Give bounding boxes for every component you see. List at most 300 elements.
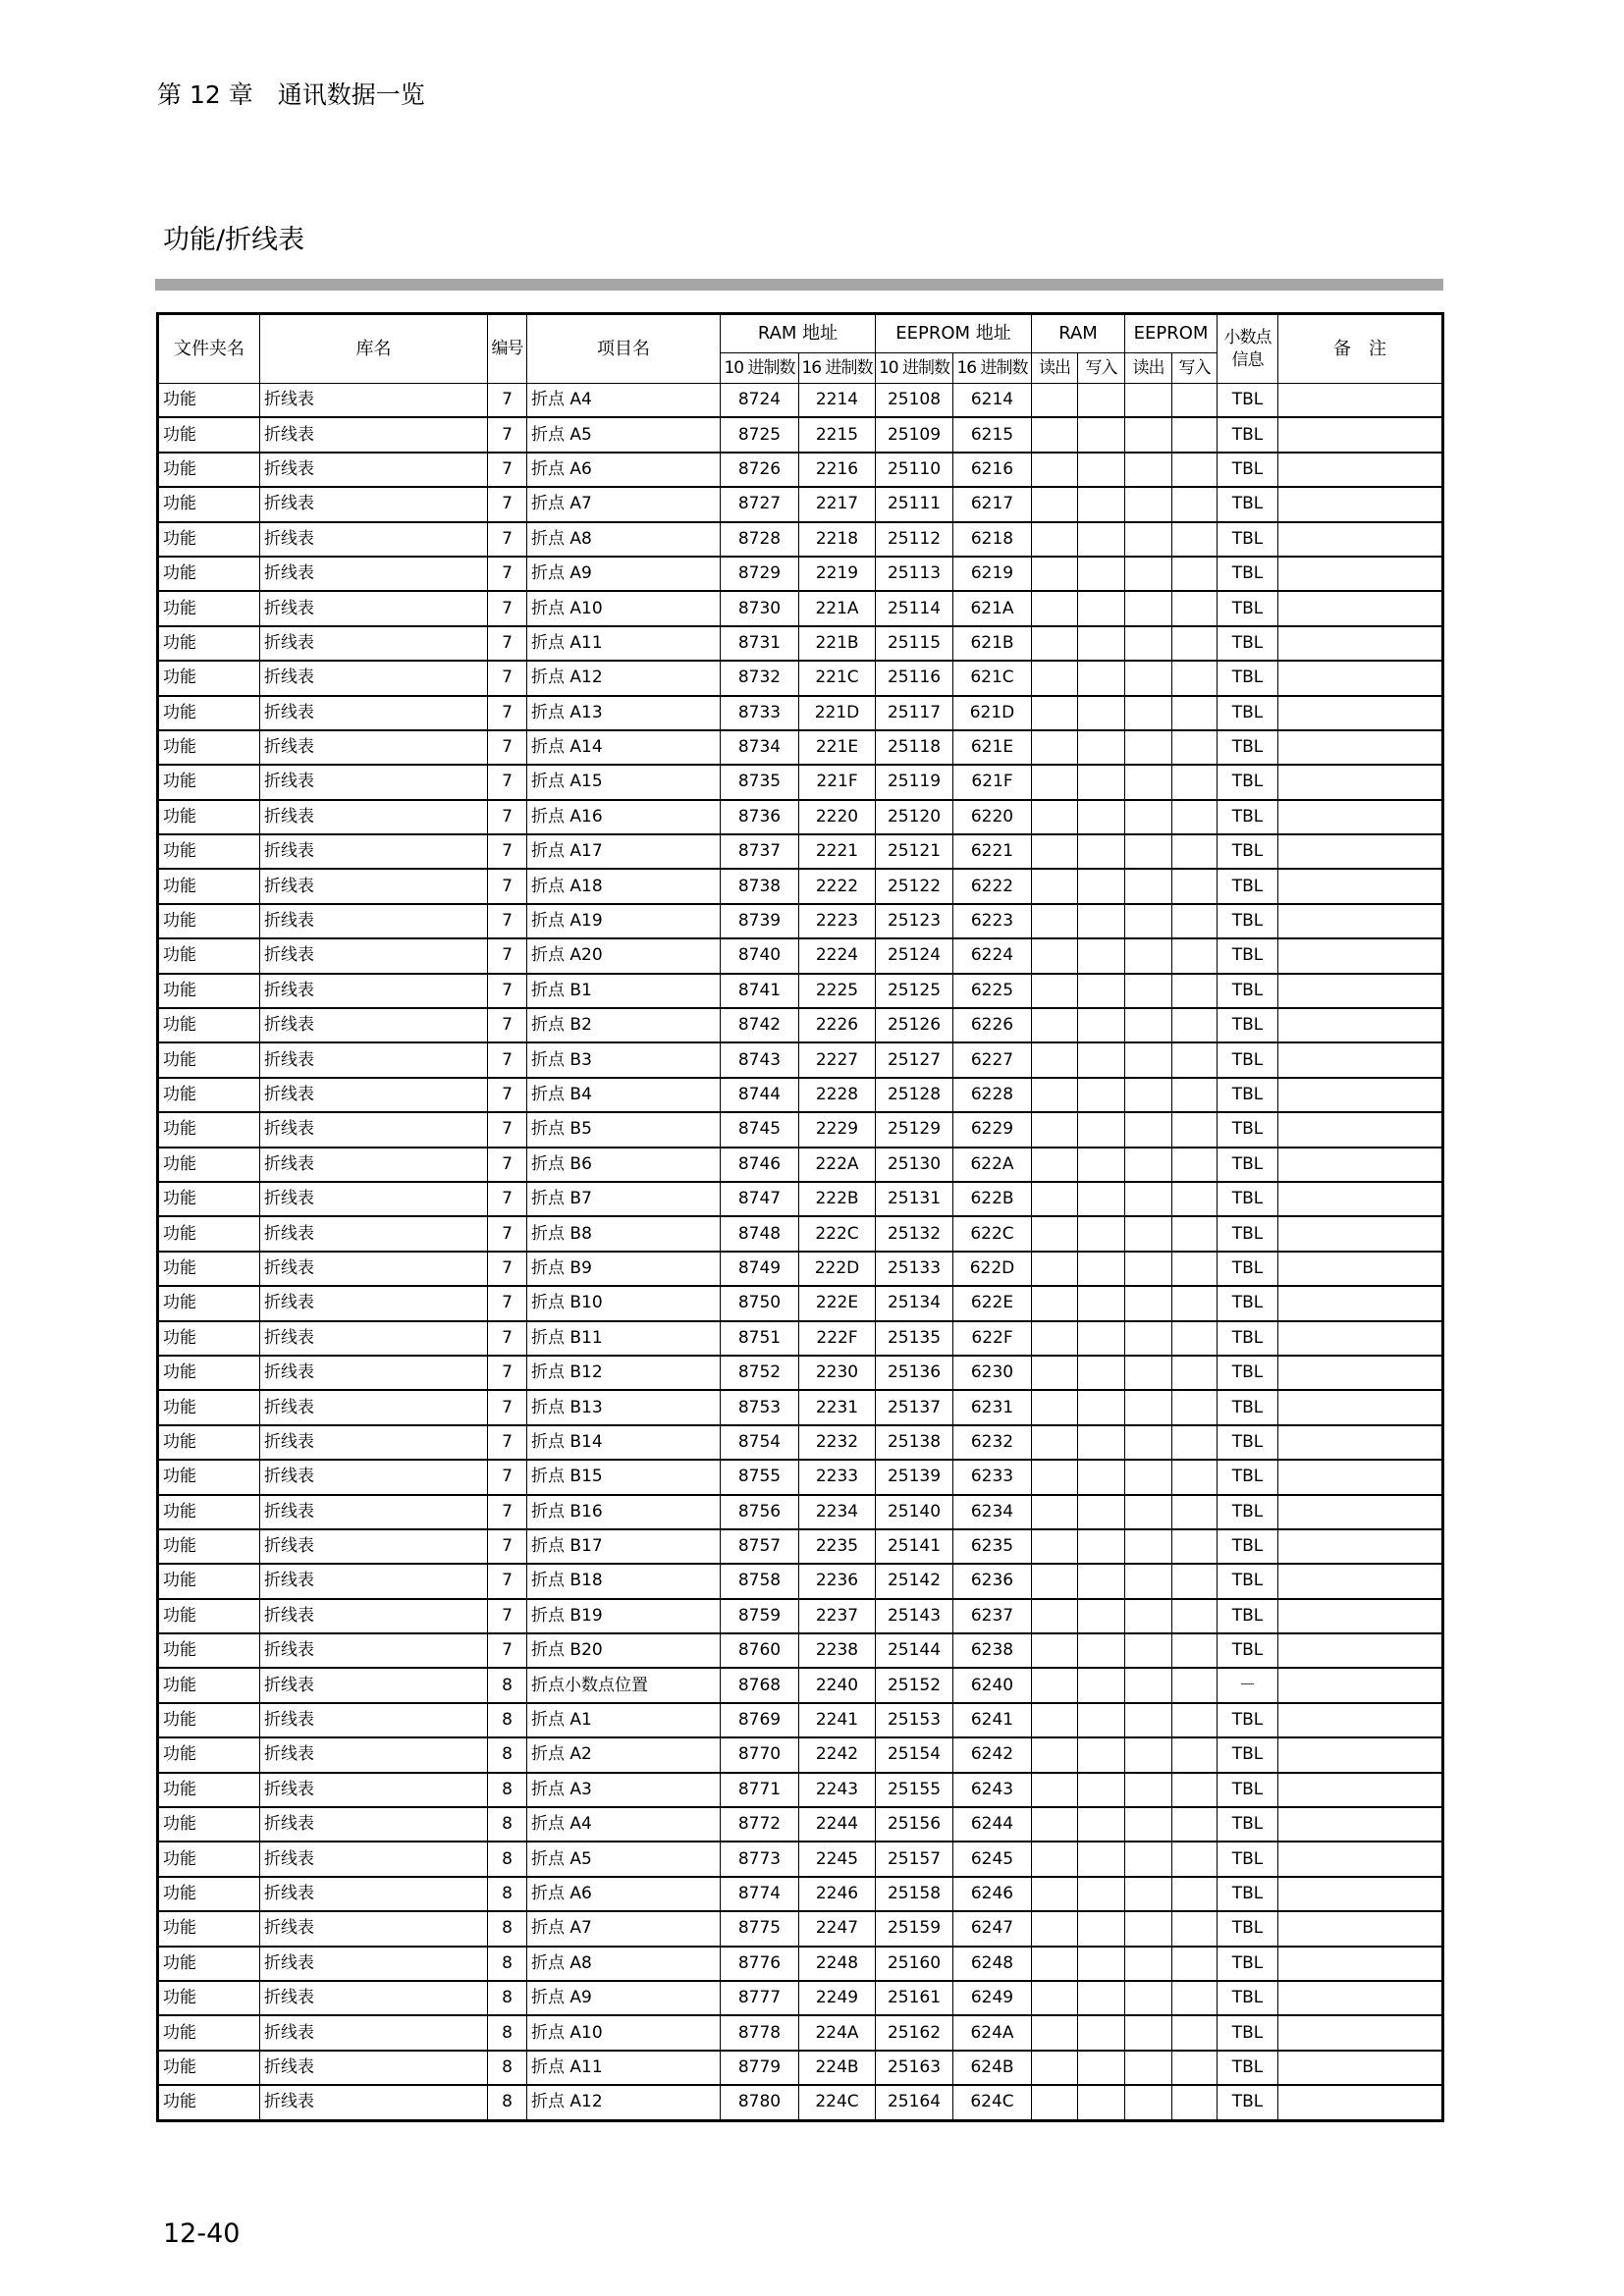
cell-ram-dec: 8732 (721, 661, 799, 695)
cell-ram-read (1032, 1773, 1078, 1807)
cell-ram-write (1078, 1703, 1125, 1737)
cell-eeprom-read (1125, 557, 1172, 591)
cell-ram-write (1078, 904, 1125, 938)
cell-eeprom-dec: 25152 (876, 1668, 953, 1702)
cell-ram-hex: 222A (799, 1148, 876, 1182)
cell-ram-dec: 8775 (721, 1911, 799, 1946)
cell-ram-write (1078, 661, 1125, 695)
cell-number: 8 (488, 1737, 527, 1772)
cell-ram-read (1032, 1008, 1078, 1042)
cell-remarks (1278, 869, 1443, 903)
cell-item: 折点 B6 (527, 1148, 721, 1182)
cell-eeprom-read (1125, 1668, 1172, 1702)
header-ram-hex: 16 进制数 (799, 353, 876, 384)
cell-ram-dec: 8748 (721, 1216, 799, 1251)
cell-decimal-info: TBL (1218, 384, 1278, 418)
cell-remarks (1278, 417, 1443, 452)
cell-ram-hex: 2230 (799, 1356, 876, 1390)
cell-folder: 功能 (158, 1321, 260, 1356)
cell-number: 8 (488, 1668, 527, 1702)
cell-eeprom-write (1172, 800, 1218, 834)
cell-number: 7 (488, 1599, 527, 1633)
section-divider (155, 279, 1443, 291)
cell-library: 折线表 (260, 1633, 488, 1668)
cell-ram-hex: 221D (799, 696, 876, 730)
cell-item: 折点 A13 (527, 696, 721, 730)
header-decimal-info: 小数点信息 (1218, 314, 1278, 384)
cell-eeprom-write (1172, 1773, 1218, 1807)
cell-remarks (1278, 2085, 1443, 2120)
cell-library: 折线表 (260, 661, 488, 695)
table-row (158, 1529, 1443, 1564)
cell-remarks (1278, 1529, 1443, 1564)
cell-library: 折线表 (260, 1042, 488, 1077)
cell-eeprom-hex: 622B (953, 1182, 1032, 1216)
cell-ram-write (1078, 1911, 1125, 1946)
cell-number: 7 (488, 1148, 527, 1182)
cell-number: 7 (488, 904, 527, 938)
cell-eeprom-hex: 6234 (953, 1495, 1032, 1529)
cell-ram-hex: 2243 (799, 1773, 876, 1807)
cell-ram-dec: 8743 (721, 1042, 799, 1077)
cell-eeprom-read (1125, 1807, 1172, 1842)
cell-library: 折线表 (260, 1460, 488, 1494)
cell-remarks (1278, 522, 1443, 557)
cell-item: 折点 B15 (527, 1460, 721, 1494)
cell-ram-dec: 8780 (721, 2085, 799, 2120)
cell-eeprom-hex: 6230 (953, 1356, 1032, 1390)
cell-ram-hex: 2248 (799, 1947, 876, 1981)
cell-library: 折线表 (260, 557, 488, 591)
cell-eeprom-dec: 25110 (876, 453, 953, 487)
cell-library: 折线表 (260, 1390, 488, 1424)
cell-item: 折点 A17 (527, 834, 721, 869)
cell-number: 7 (488, 522, 527, 557)
cell-eeprom-dec: 25140 (876, 1495, 953, 1529)
cell-library: 折线表 (260, 417, 488, 452)
cell-number: 7 (488, 1390, 527, 1424)
cell-ram-read (1032, 2085, 1078, 2120)
cell-eeprom-dec: 25129 (876, 1112, 953, 1147)
cell-library: 折线表 (260, 904, 488, 938)
cell-eeprom-hex: 6236 (953, 1564, 1032, 1598)
cell-decimal-info: TBL (1218, 1425, 1278, 1460)
cell-library: 折线表 (260, 974, 488, 1008)
cell-eeprom-dec: 25138 (876, 1425, 953, 1460)
cell-ram-hex: 2249 (799, 1981, 876, 2015)
cell-item: 折点 A6 (527, 1877, 721, 1911)
cell-folder: 功能 (158, 1877, 260, 1911)
cell-eeprom-dec: 25111 (876, 487, 953, 521)
cell-eeprom-write (1172, 765, 1218, 799)
cell-library: 折线表 (260, 730, 488, 765)
page-number: 12-40 (163, 2218, 241, 2249)
cell-eeprom-dec: 25136 (876, 1356, 953, 1390)
cell-ram-read (1032, 869, 1078, 903)
cell-library: 折线表 (260, 2015, 488, 2050)
cell-ram-read (1032, 626, 1078, 661)
cell-ram-read (1032, 417, 1078, 452)
cell-eeprom-write (1172, 1807, 1218, 1842)
cell-folder: 功能 (158, 1182, 260, 1216)
table-row (158, 591, 1443, 625)
cell-eeprom-dec: 25117 (876, 696, 953, 730)
cell-ram-hex: 224A (799, 2015, 876, 2050)
cell-ram-write (1078, 384, 1125, 418)
cell-eeprom-dec: 25113 (876, 557, 953, 591)
cell-eeprom-write (1172, 384, 1218, 418)
cell-eeprom-dec: 25157 (876, 1842, 953, 1876)
cell-number: 8 (488, 1911, 527, 1946)
table-row (158, 1425, 1443, 1460)
cell-eeprom-dec: 25143 (876, 1599, 953, 1633)
cell-library: 折线表 (260, 1911, 488, 1946)
cell-ram-hex: 2232 (799, 1425, 876, 1460)
header-folder: 文件夹名 (158, 314, 260, 384)
cell-library: 折线表 (260, 1564, 488, 1598)
cell-eeprom-hex: 6241 (953, 1703, 1032, 1737)
table-row (158, 487, 1443, 521)
cell-eeprom-dec: 25118 (876, 730, 953, 765)
cell-ram-dec: 8725 (721, 417, 799, 452)
cell-ram-read (1032, 1668, 1078, 1702)
cell-ram-read (1032, 1148, 1078, 1182)
cell-number: 7 (488, 869, 527, 903)
cell-eeprom-read (1125, 2051, 1172, 2085)
cell-ram-dec: 8751 (721, 1321, 799, 1356)
cell-eeprom-hex: 621A (953, 591, 1032, 625)
cell-eeprom-read (1125, 1495, 1172, 1529)
table-row (158, 1947, 1443, 1981)
cell-library: 折线表 (260, 1668, 488, 1702)
cell-eeprom-read (1125, 834, 1172, 869)
cell-library: 折线表 (260, 800, 488, 834)
cell-number: 8 (488, 1703, 527, 1737)
cell-ram-write (1078, 1807, 1125, 1842)
cell-folder: 功能 (158, 1148, 260, 1182)
cell-library: 折线表 (260, 2085, 488, 2120)
cell-remarks (1278, 2051, 1443, 2085)
cell-eeprom-dec: 25131 (876, 1182, 953, 1216)
cell-item: 折点 A8 (527, 522, 721, 557)
cell-ram-read (1032, 1529, 1078, 1564)
cell-ram-write (1078, 1042, 1125, 1077)
cell-eeprom-read (1125, 2085, 1172, 2120)
cell-ram-dec: 8741 (721, 974, 799, 1008)
cell-remarks (1278, 557, 1443, 591)
cell-ram-dec: 8774 (721, 1877, 799, 1911)
cell-ram-read (1032, 1599, 1078, 1633)
table-row (158, 869, 1443, 903)
cell-eeprom-read (1125, 1633, 1172, 1668)
cell-eeprom-dec: 25125 (876, 974, 953, 1008)
cell-ram-hex: 2225 (799, 974, 876, 1008)
cell-eeprom-read (1125, 1564, 1172, 1598)
cell-eeprom-hex: 6248 (953, 1947, 1032, 1981)
cell-library: 折线表 (260, 765, 488, 799)
cell-number: 7 (488, 591, 527, 625)
cell-decimal-info: TBL (1218, 1564, 1278, 1598)
cell-eeprom-hex: 6221 (953, 834, 1032, 869)
cell-number: 7 (488, 557, 527, 591)
cell-eeprom-read (1125, 938, 1172, 973)
cell-item: 折点 A16 (527, 800, 721, 834)
cell-ram-hex: 2231 (799, 1390, 876, 1424)
cell-eeprom-dec: 25112 (876, 522, 953, 557)
cell-eeprom-write (1172, 1529, 1218, 1564)
cell-ram-read (1032, 1321, 1078, 1356)
cell-ram-write (1078, 487, 1125, 521)
cell-eeprom-read (1125, 1078, 1172, 1112)
cell-ram-dec: 8746 (721, 1148, 799, 1182)
cell-folder: 功能 (158, 487, 260, 521)
cell-eeprom-dec: 25153 (876, 1703, 953, 1737)
cell-ram-write (1078, 1773, 1125, 1807)
cell-library: 折线表 (260, 1703, 488, 1737)
table-row (158, 557, 1443, 591)
cell-eeprom-hex: 6228 (953, 1078, 1032, 1112)
cell-number: 7 (488, 1078, 527, 1112)
cell-ram-read (1032, 1182, 1078, 1216)
cell-decimal-info: TBL (1218, 765, 1278, 799)
cell-decimal-info: TBL (1218, 1460, 1278, 1494)
cell-ram-read (1032, 453, 1078, 487)
cell-remarks (1278, 1564, 1443, 1598)
cell-folder: 功能 (158, 557, 260, 591)
cell-eeprom-hex: 6238 (953, 1633, 1032, 1668)
cell-ram-read (1032, 696, 1078, 730)
cell-ram-hex: 2224 (799, 938, 876, 973)
cell-remarks (1278, 834, 1443, 869)
table-row (158, 834, 1443, 869)
cell-eeprom-hex: 622A (953, 1148, 1032, 1182)
cell-eeprom-read (1125, 1773, 1172, 1807)
cell-item: 折点 B12 (527, 1356, 721, 1390)
cell-folder: 功能 (158, 1703, 260, 1737)
cell-eeprom-hex: 624B (953, 2051, 1032, 2085)
cell-eeprom-hex: 622F (953, 1321, 1032, 1356)
cell-remarks (1278, 1042, 1443, 1077)
cell-remarks (1278, 1737, 1443, 1772)
cell-eeprom-hex: 624A (953, 2015, 1032, 2050)
table-row (158, 522, 1443, 557)
header-ram: RAM (1032, 314, 1125, 353)
table-row (158, 904, 1443, 938)
cell-library: 折线表 (260, 1947, 488, 1981)
cell-decimal-info: TBL (1218, 1807, 1278, 1842)
cell-library: 折线表 (260, 1807, 488, 1842)
cell-eeprom-dec: 25155 (876, 1773, 953, 1807)
cell-library: 折线表 (260, 834, 488, 869)
cell-decimal-info: TBL (1218, 1842, 1278, 1876)
cell-library: 折线表 (260, 1112, 488, 1147)
cell-ram-dec: 8779 (721, 2051, 799, 2085)
cell-library: 折线表 (260, 2051, 488, 2085)
cell-ram-hex: 2221 (799, 834, 876, 869)
cell-folder: 功能 (158, 2051, 260, 2085)
cell-number: 7 (488, 1252, 527, 1286)
cell-decimal-info: TBL (1218, 1529, 1278, 1564)
cell-library: 折线表 (260, 626, 488, 661)
header-eeprom-address: EEPROM 地址 (876, 314, 1032, 353)
cell-eeprom-hex: 621C (953, 661, 1032, 695)
cell-ram-write (1078, 974, 1125, 1008)
cell-eeprom-read (1125, 1042, 1172, 1077)
cell-eeprom-dec: 25160 (876, 1947, 953, 1981)
cell-eeprom-read (1125, 904, 1172, 938)
cell-library: 折线表 (260, 453, 488, 487)
cell-ram-hex: 224B (799, 2051, 876, 2085)
cell-eeprom-write (1172, 2015, 1218, 2050)
table-row (158, 2015, 1443, 2050)
cell-folder: 功能 (158, 1042, 260, 1077)
cell-ram-write (1078, 2015, 1125, 2050)
cell-remarks (1278, 1947, 1443, 1981)
cell-number: 7 (488, 834, 527, 869)
cell-eeprom-read (1125, 626, 1172, 661)
cell-decimal-info: TBL (1218, 626, 1278, 661)
cell-eeprom-read (1125, 1112, 1172, 1147)
cell-remarks (1278, 1807, 1443, 1842)
cell-library: 折线表 (260, 1773, 488, 1807)
cell-eeprom-hex: 621D (953, 696, 1032, 730)
cell-eeprom-read (1125, 1703, 1172, 1737)
cell-item: 折点 A15 (527, 765, 721, 799)
cell-eeprom-write (1172, 730, 1218, 765)
cell-eeprom-write (1172, 869, 1218, 903)
cell-ram-dec: 8726 (721, 453, 799, 487)
header-ram-dec: 10 进制数 (721, 353, 799, 384)
cell-eeprom-hex: 6247 (953, 1911, 1032, 1946)
cell-number: 8 (488, 2085, 527, 2120)
cell-folder: 功能 (158, 1564, 260, 1598)
cell-number: 7 (488, 1495, 527, 1529)
table-row (158, 1390, 1443, 1424)
cell-eeprom-write (1172, 591, 1218, 625)
cell-eeprom-hex: 6220 (953, 800, 1032, 834)
cell-item: 折点 B19 (527, 1599, 721, 1633)
cell-eeprom-write (1172, 453, 1218, 487)
table-row (158, 1668, 1443, 1702)
cell-ram-hex: 2247 (799, 1911, 876, 1946)
cell-ram-read (1032, 384, 1078, 418)
cell-eeprom-write (1172, 1737, 1218, 1772)
cell-ram-read (1032, 1981, 1078, 2015)
cell-ram-read (1032, 1078, 1078, 1112)
cell-ram-dec: 8773 (721, 1842, 799, 1876)
cell-ram-read (1032, 1947, 1078, 1981)
table-row (158, 974, 1443, 1008)
cell-ram-read (1032, 834, 1078, 869)
cell-ram-read (1032, 904, 1078, 938)
cell-number: 8 (488, 2051, 527, 2085)
cell-decimal-info: TBL (1218, 1877, 1278, 1911)
cell-ram-hex: 2242 (799, 1737, 876, 1772)
cell-ram-dec: 8727 (721, 487, 799, 521)
table-row (158, 1078, 1443, 1112)
cell-decimal-info: TBL (1218, 2085, 1278, 2120)
cell-decimal-info: TBL (1218, 557, 1278, 591)
cell-item: 折点 A5 (527, 417, 721, 452)
cell-decimal-info: TBL (1218, 661, 1278, 695)
cell-folder: 功能 (158, 1495, 260, 1529)
cell-eeprom-write (1172, 1668, 1218, 1702)
cell-ram-write (1078, 2085, 1125, 2120)
cell-eeprom-write (1172, 417, 1218, 452)
cell-ram-dec: 8753 (721, 1390, 799, 1424)
cell-eeprom-dec: 25154 (876, 1737, 953, 1772)
cell-ram-dec: 8729 (721, 557, 799, 591)
cell-item: 折点 B9 (527, 1252, 721, 1286)
cell-folder: 功能 (158, 2015, 260, 2050)
cell-item: 折点 B7 (527, 1182, 721, 1216)
cell-eeprom-write (1172, 1599, 1218, 1633)
cell-decimal-info: TBL (1218, 591, 1278, 625)
cell-eeprom-dec: 25156 (876, 1807, 953, 1842)
table-row (158, 1842, 1443, 1876)
cell-eeprom-read (1125, 765, 1172, 799)
cell-ram-hex: 2245 (799, 1842, 876, 1876)
cell-eeprom-write (1172, 1112, 1218, 1147)
table-row (158, 1042, 1443, 1077)
cell-library: 折线表 (260, 1321, 488, 1356)
cell-decimal-info: TBL (1218, 1495, 1278, 1529)
cell-item: 折点 A18 (527, 869, 721, 903)
cell-number: 7 (488, 800, 527, 834)
cell-item: 折点 A20 (527, 938, 721, 973)
cell-decimal-info: TBL (1218, 1286, 1278, 1320)
cell-ram-write (1078, 1148, 1125, 1182)
cell-ram-read (1032, 1807, 1078, 1842)
cell-remarks (1278, 800, 1443, 834)
cell-decimal-info: TBL (1218, 1981, 1278, 2015)
cell-ram-write (1078, 1252, 1125, 1286)
cell-ram-write (1078, 1182, 1125, 1216)
cell-ram-write (1078, 1877, 1125, 1911)
cell-eeprom-read (1125, 1877, 1172, 1911)
cell-eeprom-read (1125, 730, 1172, 765)
cell-remarks (1278, 904, 1443, 938)
cell-eeprom-read (1125, 800, 1172, 834)
cell-eeprom-write (1172, 1495, 1218, 1529)
cell-eeprom-write (1172, 557, 1218, 591)
cell-ram-dec: 8744 (721, 1078, 799, 1112)
cell-eeprom-write (1172, 1182, 1218, 1216)
cell-ram-read (1032, 1252, 1078, 1286)
cell-ram-read (1032, 1460, 1078, 1494)
cell-ram-dec: 8777 (721, 1981, 799, 2015)
cell-ram-hex: 2246 (799, 1877, 876, 1911)
cell-decimal-info: TBL (1218, 1737, 1278, 1772)
table-row (158, 1807, 1443, 1842)
cell-eeprom-hex: 6240 (953, 1668, 1032, 1702)
cell-ram-write (1078, 730, 1125, 765)
cell-ram-write (1078, 1668, 1125, 1702)
cell-eeprom-read (1125, 417, 1172, 452)
cell-folder: 功能 (158, 1633, 260, 1668)
cell-ram-read (1032, 938, 1078, 973)
cell-folder: 功能 (158, 1842, 260, 1876)
cell-folder: 功能 (158, 2085, 260, 2120)
cell-eeprom-write (1172, 661, 1218, 695)
cell-ram-hex: 2244 (799, 1807, 876, 1842)
cell-eeprom-hex: 6232 (953, 1425, 1032, 1460)
cell-eeprom-write (1172, 1356, 1218, 1390)
cell-ram-dec: 8776 (721, 1947, 799, 1981)
cell-eeprom-dec: 25127 (876, 1042, 953, 1077)
cell-item: 折点 B8 (527, 1216, 721, 1251)
cell-eeprom-write (1172, 1078, 1218, 1112)
